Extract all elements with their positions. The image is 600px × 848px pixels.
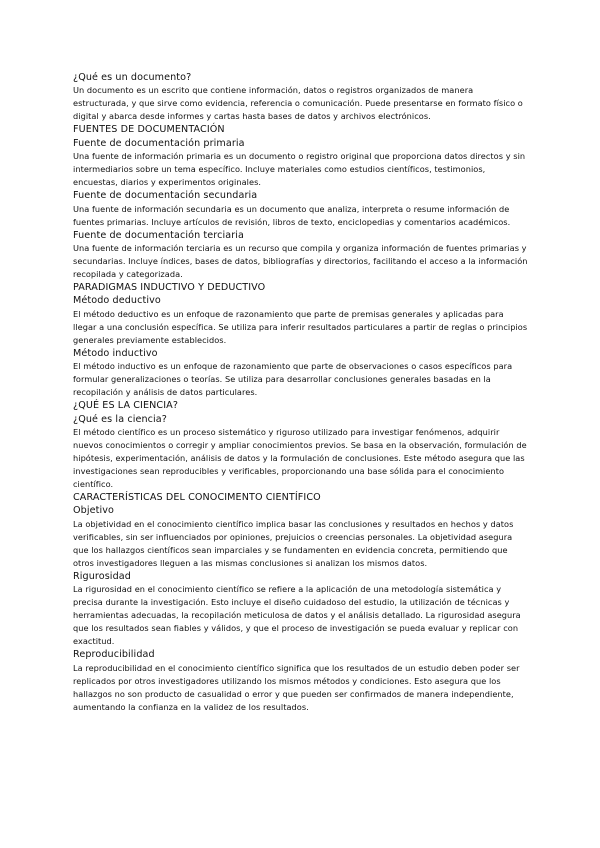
heading-caracteristicas: CARACTERÍSTICAS DEL CONOCIMENTO CIENTÍFICO [73,492,321,504]
heading-fuente-primaria: Fuente de documentación primaria [73,137,245,149]
paragraph-objetivo: La objetividad en el conocimiento científico implica basar las conclusiones y resultados en hechos y datos verificables, sin ser influenciados por opiniones, prejuicios o creencias personales. La objetividad asegura que los hallazgos científicos sean imparciales y se fundamenten en evidencia concreta, permitiendo que otros investigadores lleguen a las mismas conclusiones si analizan los mismos datos. [73,518,514,568]
heading-metodo-deductivo: Método deductivo [73,295,161,307]
paragraph-documento: Un documento es un escrito que contiene información, datos o registros organizados de manera estructurada, y que sirve como evidencia, referencia o comunicación. Puede presentarse en formato físico o digital y abarca desde informes y cartas hasta bases de datos y archivos electrónicos. [73,85,523,122]
heading-paradigmas: PARADIGMAS INDUCTIVO Y DEDUCTIVO [73,282,266,294]
paragraph-metodo-inductivo: El método inductivo es un enfoque de razonamiento que parte de observaciones o casos específicos para formular generalizaciones o teorías. Se utiliza para desarrollar conclusiones generales basadas en la recopilación y análisis de datos particulares. [73,361,513,398]
heading-reproducibilidad: Reproducibilidad [73,649,155,661]
paragraph-reproducibilidad: La reproducibilidad en el conocimiento científico significa que los resultados de un estudio deben poder ser replicados por otros investigadores utilizando los mismos métodos y condiciones. Esto asegura que los hallazgos no son producto de casualidad o error y que pueden ser confirmados de manera independiente, aumentando la confianza en la validez de los resultados. [73,662,520,712]
paragraph-fuente-secundaria: Una fuente de información secundaria es un documento que analiza, interpreta o resume información de fuentes primarias. Incluye artículos de revisión, libros de texto, enciclopedias y comentarios académicos. [73,203,511,227]
heading-objetivo: Objetivo [73,505,114,517]
document-page [73,71,529,714]
heading-fuente-terciaria: Fuente de documentación terciaria [73,229,245,241]
paragraph-rigurosidad: La rigurosidad en el conocimiento científico se refiere a la aplicación de una metodología sistemática y precisa durante la investigación. Esto incluye el diseño cuidadoso del estudio, la utilización de técnicas y herramientas adecuadas, la recopilación meticulosa de datos y el análisis detallado. La rigurosidad asegura que los resultados sean fiables y válidos, y que el proceso de investigación se pueda evaluar y replicar con exactitud. [73,584,521,647]
paragraph-fuente-terciaria: Una fuente de información terciaria es un recurso que compila y organiza información de fuentes primarias y secundarias. Incluye índices, bases de datos, bibliografías y directorios, facilitando el acceso a la información recopilada y categorizada. [73,243,528,280]
heading-fuente-secundaria: Fuente de documentación secundaria [73,190,258,202]
heading-fuentes-documentacion: FUENTES DE DOCUMENTACIÓN [73,124,225,136]
heading-que-es-la-ciencia-upper: ¿QUÉ ES LA CIENCIA? [73,400,179,412]
heading-metodo-inductivo: Método inductivo [73,347,158,359]
heading-que-es-la-ciencia: ¿Qué es la ciencia? [73,413,167,425]
paragraph-metodo-deductivo: El método deductivo es un enfoque de razonamiento que parte de premisas generales y aplicadas para llegar a una conclusión específica. Se utiliza para inferir resultados particulares a partir de reglas o principios generales previamente establecidos. [73,308,528,345]
paragraph-ciencia: El método científico es un proceso sistemático y riguroso utilizado para investigar fenómenos, adquirir nuevos conocimientos o corregir y ampliar conocimientos previos. Se basa en la observación, formulación de hipótesis, experimentación, análisis de datos y la formulación de conclusiones. Este método asegura que las investigaciones sean reproducibles y verificables, proporcionando una base sólida para el conocimiento científico. [73,427,527,490]
heading-rigurosidad: Rigurosidad [73,570,131,582]
heading-que-es-documento: ¿Qué es un documento? [73,72,192,83]
paragraph-fuente-primaria: Una fuente de información primaria es un documento o registro original que proporciona datos directos y sin intermediarios sobre un tema específico. Incluye materiales como estudios científicos, testimonios, encuestas, diarios y experimentos originales. [73,151,526,188]
